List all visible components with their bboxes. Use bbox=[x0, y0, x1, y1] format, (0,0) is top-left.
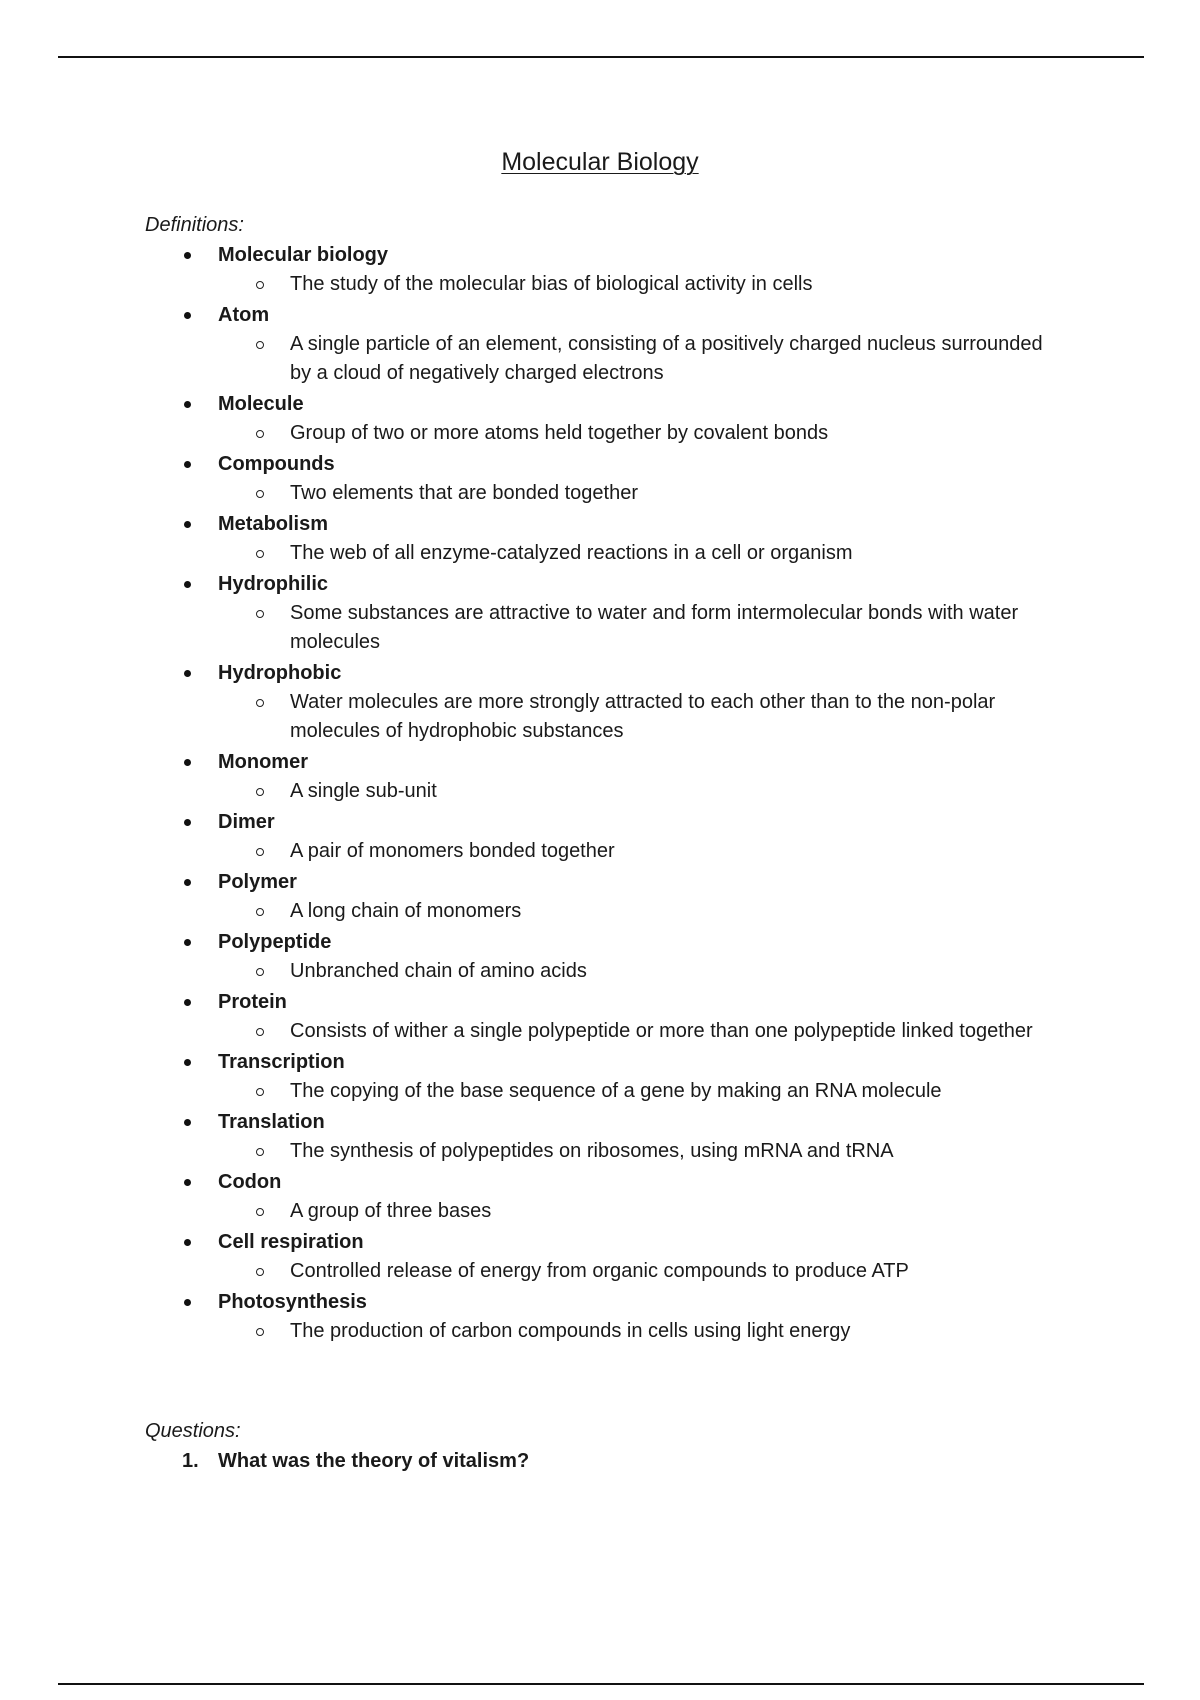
definition-text: Some substances are attractive to water and form intermolecular bonds with water molecules bbox=[290, 602, 1019, 653]
definition-term bbox=[0, 1047, 1200, 1077]
definition-text-row bbox=[0, 1317, 1200, 1346]
definition-term bbox=[0, 1227, 1200, 1257]
definition-text-row bbox=[0, 897, 1200, 926]
hollow-bullet-icon bbox=[256, 281, 264, 289]
bullet-icon bbox=[184, 401, 191, 408]
definition-text: A group of three bases bbox=[290, 1200, 492, 1222]
bullet-icon bbox=[184, 999, 191, 1006]
hollow-bullet-icon bbox=[256, 968, 264, 976]
definition-item bbox=[0, 867, 1200, 926]
hollow-bullet-icon bbox=[256, 1148, 264, 1156]
hollow-bullet-icon bbox=[256, 550, 264, 558]
hollow-bullet-icon bbox=[256, 1268, 264, 1276]
hollow-bullet-icon bbox=[256, 1328, 264, 1336]
definition-item bbox=[0, 987, 1200, 1046]
definition-item bbox=[0, 300, 1200, 388]
hollow-bullet-icon bbox=[256, 490, 264, 498]
definition-text-row bbox=[0, 479, 1200, 508]
definition-term bbox=[0, 300, 1200, 330]
question-text: What was the theory of vitalism? bbox=[218, 1450, 530, 1472]
hollow-bullet-icon bbox=[256, 788, 264, 796]
hollow-bullet-icon bbox=[256, 848, 264, 856]
hollow-bullet-icon bbox=[256, 430, 264, 438]
definition-term-text: Translation bbox=[218, 1111, 325, 1133]
definition-text-row bbox=[0, 1197, 1200, 1226]
definition-term bbox=[0, 658, 1200, 688]
definition-text: A single sub-unit bbox=[290, 780, 437, 802]
bullet-icon bbox=[184, 1119, 191, 1126]
definition-term-text: Atom bbox=[218, 304, 270, 326]
definition-term-text: Dimer bbox=[218, 811, 275, 833]
definition-item bbox=[0, 1167, 1200, 1226]
definition-text-row bbox=[0, 777, 1200, 806]
definition-term bbox=[0, 987, 1200, 1017]
definition-item bbox=[0, 240, 1200, 299]
definition-item bbox=[0, 1227, 1200, 1286]
hollow-bullet-icon bbox=[256, 1208, 264, 1216]
definition-text-row bbox=[0, 330, 1200, 388]
definition-text: Water molecules are more strongly attracted to each other than to the non-polar molecules of hydrophobic substances bbox=[290, 691, 996, 742]
definitions-label: Definitions: bbox=[145, 214, 244, 236]
definition-text-row bbox=[0, 419, 1200, 448]
definition-text: Group of two or more atoms held together by covalent bonds bbox=[290, 422, 829, 444]
definition-term-text: Molecule bbox=[218, 393, 304, 415]
bullet-icon bbox=[184, 1239, 191, 1246]
definition-text-row bbox=[0, 1257, 1200, 1286]
definition-text-row bbox=[0, 270, 1200, 299]
definition-text-row bbox=[0, 837, 1200, 866]
definition-text-row bbox=[0, 1077, 1200, 1106]
definition-term bbox=[0, 449, 1200, 479]
definition-item bbox=[0, 389, 1200, 448]
definition-text-row bbox=[0, 599, 1200, 657]
bullet-icon bbox=[184, 670, 191, 677]
bullet-icon bbox=[184, 819, 191, 826]
bullet-icon bbox=[184, 581, 191, 588]
definition-item bbox=[0, 747, 1200, 806]
bullet-icon bbox=[184, 312, 191, 319]
definition-term-text: Compounds bbox=[218, 453, 335, 475]
definition-text: A single particle of an element, consisting of a positively charged nucleus surrounded by a cloud of negatively charged electrons bbox=[290, 333, 1043, 384]
definition-term-text: Metabolism bbox=[218, 513, 329, 535]
definition-term-text: Codon bbox=[218, 1171, 282, 1193]
definition-term bbox=[0, 1287, 1200, 1317]
question-item bbox=[182, 1446, 529, 1476]
bullet-icon bbox=[184, 461, 191, 468]
definition-text: The web of all enzyme-catalyzed reactions in a cell or organism bbox=[290, 542, 853, 564]
definition-item bbox=[0, 1047, 1200, 1106]
bottom-rule bbox=[58, 1683, 1144, 1685]
definition-term-text: Molecular biology bbox=[218, 244, 389, 266]
definition-text: Unbranched chain of amino acids bbox=[290, 960, 587, 982]
definition-term-text: Transcription bbox=[218, 1051, 345, 1073]
bullet-icon bbox=[184, 1299, 191, 1306]
definition-term bbox=[0, 569, 1200, 599]
definition-term bbox=[0, 1167, 1200, 1197]
definition-term-text: Polypeptide bbox=[218, 931, 332, 953]
definition-term bbox=[0, 389, 1200, 419]
definition-text: The study of the molecular bias of biological activity in cells bbox=[290, 273, 813, 295]
question-number: 1. bbox=[182, 1450, 199, 1472]
hollow-bullet-icon bbox=[256, 1028, 264, 1036]
definitions-list bbox=[0, 240, 1200, 1347]
definition-item bbox=[0, 807, 1200, 866]
definition-term bbox=[0, 867, 1200, 897]
page-title bbox=[0, 145, 1200, 179]
definition-text: A pair of monomers bonded together bbox=[290, 840, 615, 862]
hollow-bullet-icon bbox=[256, 699, 264, 707]
definition-term-text: Polymer bbox=[218, 871, 297, 893]
definition-text: Consists of wither a single polypeptide or more than one polypeptide linked together bbox=[290, 1020, 1033, 1042]
definition-text: A long chain of monomers bbox=[290, 900, 522, 922]
definition-item bbox=[0, 449, 1200, 508]
hollow-bullet-icon bbox=[256, 908, 264, 916]
definition-term-text: Hydrophilic bbox=[218, 573, 329, 595]
bullet-icon bbox=[184, 252, 191, 259]
definition-text: The synthesis of polypeptides on ribosomes, using mRNA and tRNA bbox=[290, 1140, 894, 1162]
bullet-icon bbox=[184, 879, 191, 886]
definition-term bbox=[0, 747, 1200, 777]
definition-term-text: Cell respiration bbox=[218, 1231, 364, 1253]
definition-term bbox=[0, 1107, 1200, 1137]
definition-text-row bbox=[0, 539, 1200, 568]
hollow-bullet-icon bbox=[256, 341, 264, 349]
questions-label: Questions: bbox=[145, 1420, 241, 1442]
definition-item bbox=[0, 569, 1200, 657]
bullet-icon bbox=[184, 939, 191, 946]
bullet-icon bbox=[184, 759, 191, 766]
definition-text: The production of carbon compounds in cells using light energy bbox=[290, 1320, 851, 1342]
definition-item bbox=[0, 1107, 1200, 1166]
bullet-icon bbox=[184, 521, 191, 528]
definition-term bbox=[0, 509, 1200, 539]
definition-item bbox=[0, 509, 1200, 568]
definition-term bbox=[0, 807, 1200, 837]
definition-text-row bbox=[0, 1137, 1200, 1166]
definition-item bbox=[0, 658, 1200, 746]
bullet-icon bbox=[184, 1059, 191, 1066]
definition-term-text: Protein bbox=[218, 991, 287, 1013]
definition-text-row bbox=[0, 688, 1200, 746]
definition-text: The copying of the base sequence of a gene by making an RNA molecule bbox=[290, 1080, 942, 1102]
definition-text-row bbox=[0, 957, 1200, 986]
definition-item bbox=[0, 1287, 1200, 1346]
definition-term-text: Monomer bbox=[218, 751, 308, 773]
bullet-icon bbox=[184, 1179, 191, 1186]
definition-term-text: Hydrophobic bbox=[218, 662, 342, 684]
definition-term bbox=[0, 927, 1200, 957]
definition-text: Controlled release of energy from organic compounds to produce ATP bbox=[290, 1260, 909, 1282]
definition-term-text: Photosynthesis bbox=[218, 1291, 367, 1313]
hollow-bullet-icon bbox=[256, 610, 264, 618]
definition-term bbox=[0, 240, 1200, 270]
definition-text: Two elements that are bonded together bbox=[290, 482, 639, 504]
page-title-text: Molecular Biology bbox=[501, 148, 699, 176]
top-rule bbox=[58, 56, 1144, 58]
definition-item bbox=[0, 927, 1200, 986]
hollow-bullet-icon bbox=[256, 1088, 264, 1096]
definition-text-row bbox=[0, 1017, 1200, 1046]
